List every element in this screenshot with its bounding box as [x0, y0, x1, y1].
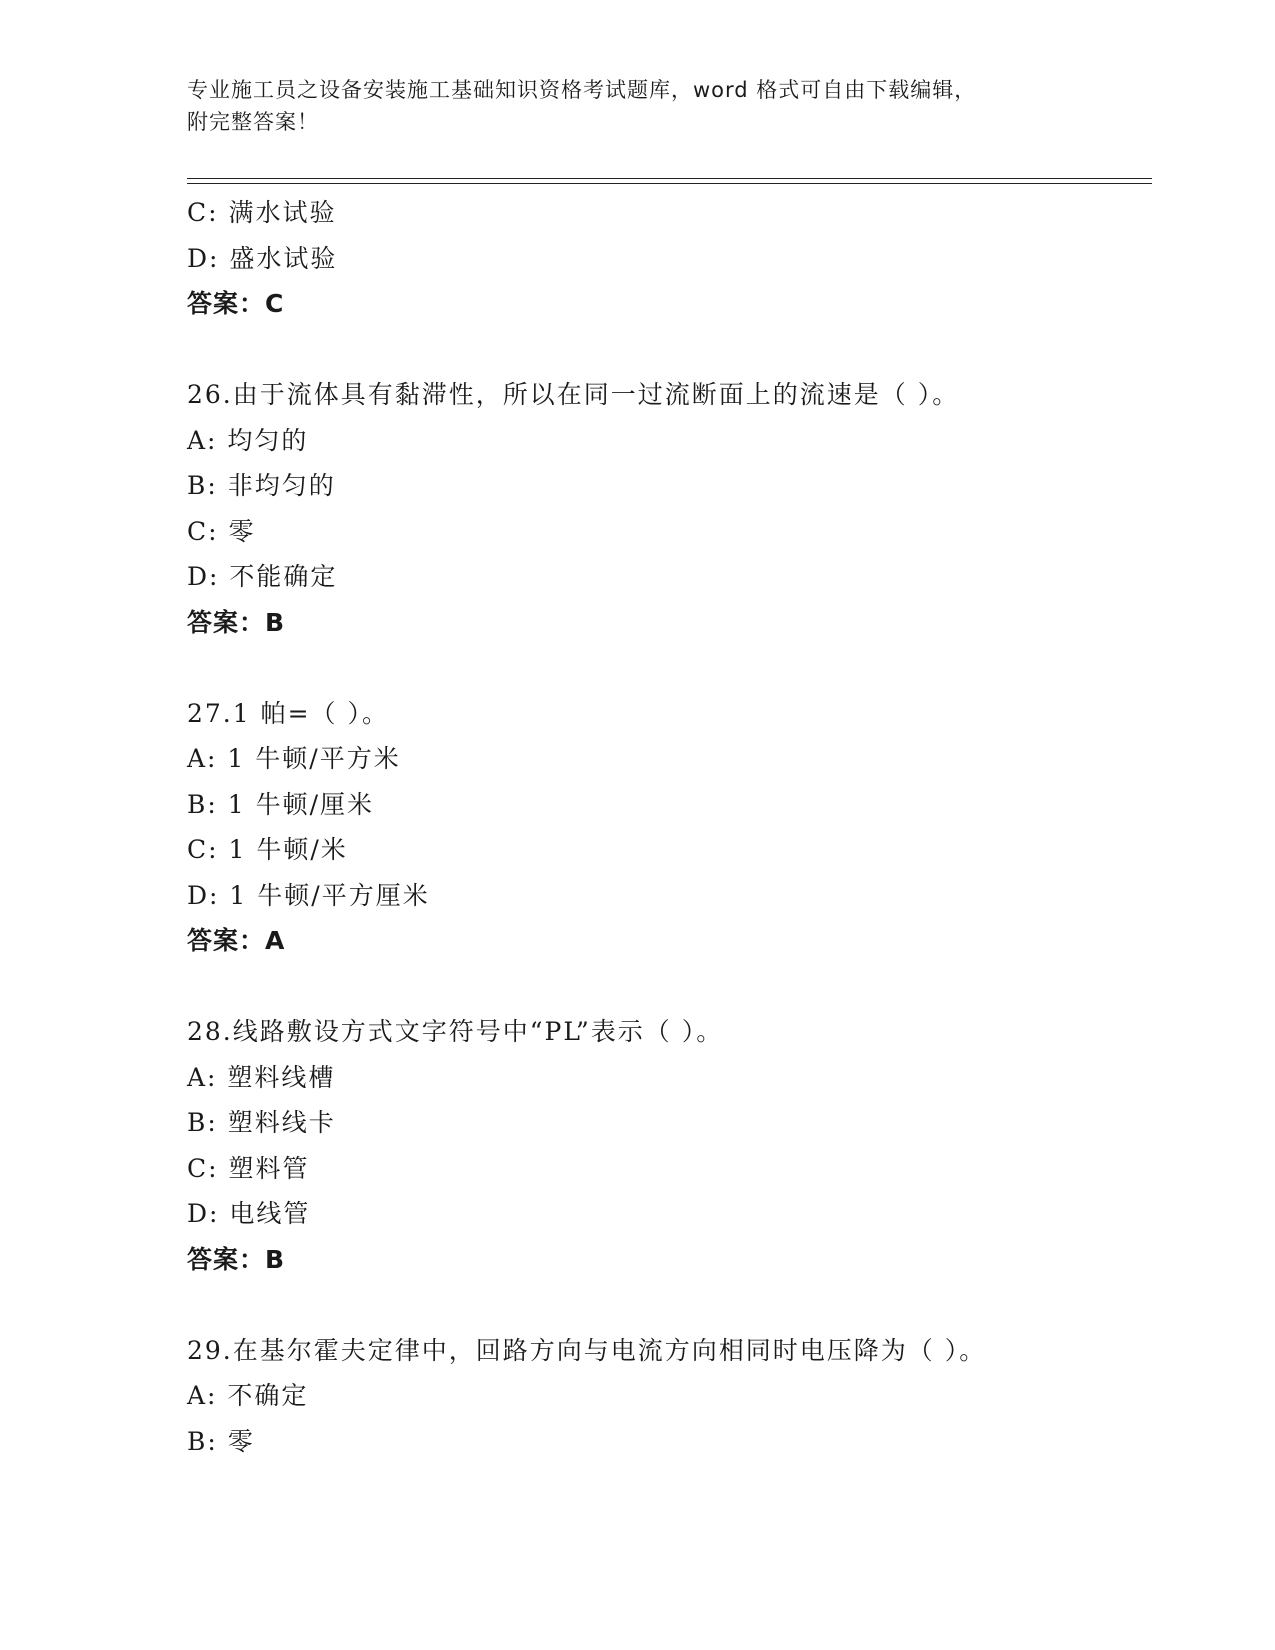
answer-line: 答案：C: [187, 289, 285, 318]
question-block-26: [187, 372, 1152, 645]
option-d: D: 不能确定: [187, 562, 338, 591]
option-d: D: 电线管: [187, 1199, 311, 1228]
spacer: [187, 327, 1152, 373]
option-d: D: 盛水试验: [187, 243, 338, 273]
spacer: [187, 645, 1152, 691]
option-a: A: 1 牛顿/平方米: [187, 744, 401, 773]
question-stem: 26.由于流体具有黏滞性，所以在同一过流断面上的流速是（ ）。: [187, 380, 960, 409]
option-b: B: 1 牛顿/厘米: [187, 789, 375, 819]
option-b: B: 非均匀的: [187, 471, 336, 500]
option-b: B: 塑料线卡: [187, 1108, 336, 1137]
header-line-2: 附完整答案！: [187, 110, 319, 134]
question-stem: 27.1 帕=（ ）。: [187, 698, 390, 728]
spacer: [187, 1282, 1152, 1328]
spacer: [187, 964, 1152, 1010]
option-a: A: 均匀的: [187, 425, 309, 455]
document-header: [187, 74, 1087, 138]
option-c: C: 1 牛顿/米: [187, 835, 348, 864]
header-divider-top: [187, 178, 1152, 179]
question-stem: 29.在基尔霍夫定律中，回路方向与电流方向相同时电压降为（ ）。: [187, 1335, 987, 1365]
header-line-1: 专业施工员之设备安装施工基础知识资格考试题库，word 格式可自由下载编辑，: [187, 78, 977, 102]
answer-line: 答案：A: [187, 926, 286, 955]
option-a: A: 不确定: [187, 1381, 309, 1410]
option-b: B: 零: [187, 1426, 255, 1456]
option-c: C: 满水试验: [187, 198, 337, 227]
question-block-25: [187, 190, 1152, 327]
question-block-28: [187, 1009, 1152, 1282]
header-divider-bottom: [187, 183, 1152, 184]
answer-line: 答案：B: [187, 1244, 286, 1274]
option-c: C: 塑料管: [187, 1153, 310, 1183]
option-c: C: 零: [187, 516, 256, 546]
answer-line: 答案：B: [187, 607, 286, 637]
option-a: A: 塑料线槽: [187, 1062, 336, 1092]
question-stem: 28.线路敷设方式文字符号中“PL”表示（ ）。: [187, 1017, 724, 1046]
question-block-29: [187, 1328, 1152, 1465]
question-list: [187, 190, 1152, 1464]
question-block-27: [187, 691, 1152, 964]
option-d: D: 1 牛顿/平方厘米: [187, 880, 430, 910]
